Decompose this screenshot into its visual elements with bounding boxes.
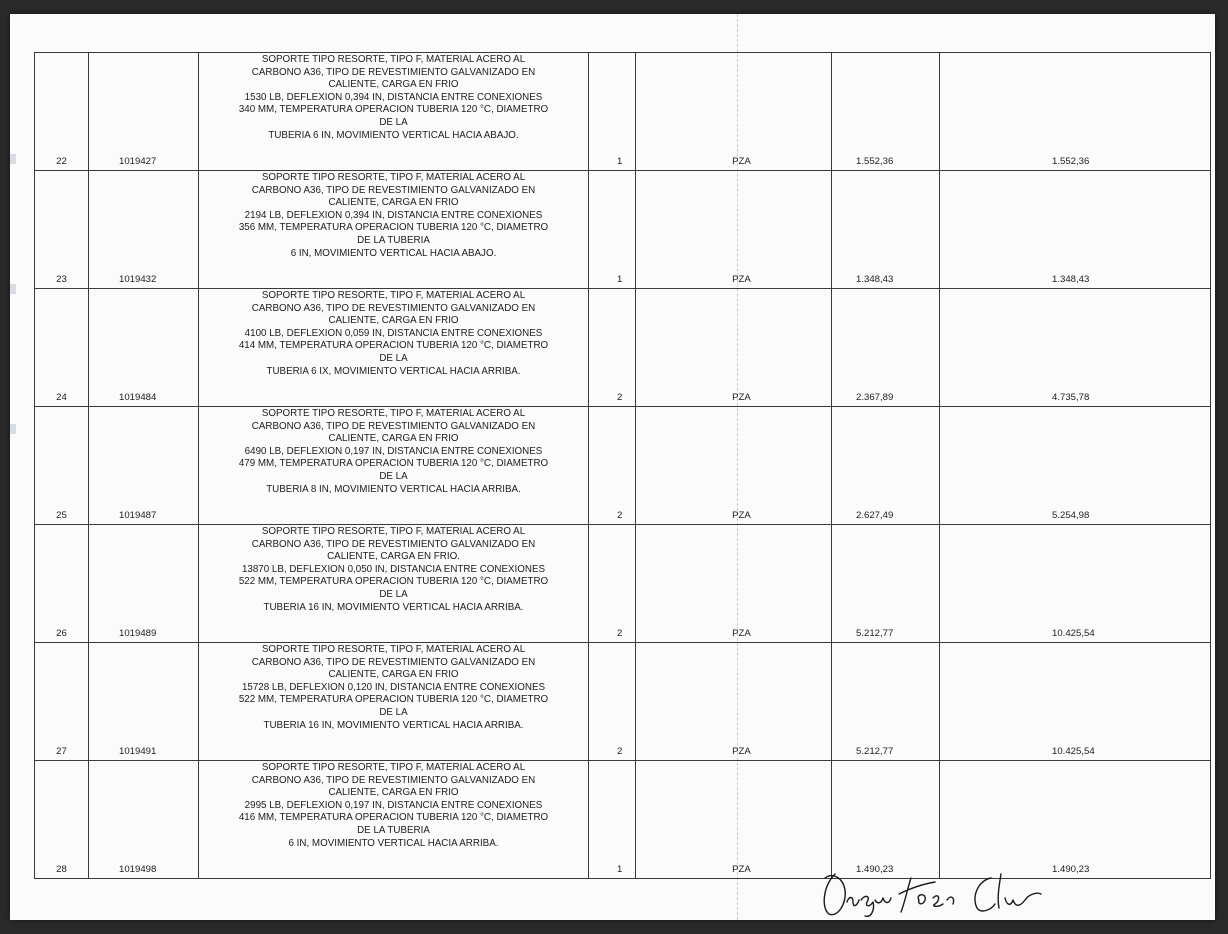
- item-unit-price: 1.348,43: [832, 171, 940, 289]
- item-unit-price: 5.212,77: [832, 525, 940, 643]
- item-total: 5.254,98: [940, 407, 1211, 525]
- item-unit: PZA: [636, 643, 832, 761]
- item-code: 1019487: [89, 407, 199, 525]
- item-quantity: 1: [589, 53, 636, 171]
- table-row: [35, 407, 1211, 525]
- item-unit: PZA: [636, 171, 832, 289]
- item-description: SOPORTE TIPO RESORTE, TIPO F, MATERIAL ACERO AL CARBONO A36, TIPO DE REVESTIMIENTO GALVANIZADO EN CALIENTE, CARGA EN FRIO 1530 LB, DEFLEXION 0,394 IN, DISTANCIA ENTRE CONEXIONES 340 MM, TEMPERATURA OPERACION TUBERIA 120 °C, DIAMETRO DE LA TUBERIA 6 IN, MOVIMIENTO VERTICAL HACIA ABAJO.: [199, 53, 589, 171]
- item-quantity: 2: [589, 407, 636, 525]
- item-total: 1.490,23: [940, 761, 1211, 879]
- item-description: SOPORTE TIPO RESORTE, TIPO F, MATERIAL ACERO AL CARBONO A36, TIPO DE REVESTIMIENTO GALVANIZADO EN CALIENTE, CARGA EN FRIO 15728 LB, DEFLEXION 0,120 IN, DISTANCIA ENTRE CONEXIONES 522 MM, TEMPERATURA OPERACION TUBERIA 120 °C, DIAMETRO DE LA TUBERIA 16 IN, MOVIMIENTO VERTICAL HACIA ARRIBA.: [199, 643, 589, 761]
- item-quantity: 2: [589, 289, 636, 407]
- item-number: 26: [35, 525, 89, 643]
- item-total: 10.425,54: [940, 525, 1211, 643]
- item-total: 1.552,36: [940, 53, 1211, 171]
- table-row: [35, 525, 1211, 643]
- item-unit: PZA: [636, 525, 832, 643]
- item-code: 1019484: [89, 289, 199, 407]
- edge-mark: [10, 284, 16, 294]
- item-unit: PZA: [636, 407, 832, 525]
- document-page: [10, 14, 1215, 920]
- item-number: 24: [35, 289, 89, 407]
- item-unit-price: 2.367,89: [832, 289, 940, 407]
- table-row: [35, 53, 1211, 171]
- item-description: SOPORTE TIPO RESORTE, TIPO F, MATERIAL ACERO AL CARBONO A36, TIPO DE REVESTIMIENTO GALVANIZADO EN CALIENTE, CARGA EN FRIO 4100 LB, DEFLEXION 0,059 IN, DISTANCIA ENTRE CONEXIONES 414 MM, TEMPERATURA OPERACION TUBERIA 120 °C, DIAMETRO DE LA TUBERIA 6 IX, MOVIMIENTO VERTICAL HACIA ARRIBA.: [199, 289, 589, 407]
- item-total: 4.735,78: [940, 289, 1211, 407]
- edge-mark: [10, 154, 16, 164]
- item-unit: PZA: [636, 761, 832, 879]
- item-code: 1019427: [89, 53, 199, 171]
- item-quantity: 2: [589, 525, 636, 643]
- item-unit-price: 5.212,77: [832, 643, 940, 761]
- item-unit-price: 2.627,49: [832, 407, 940, 525]
- item-code: 1019432: [89, 171, 199, 289]
- item-quantity: 1: [589, 761, 636, 879]
- item-description: SOPORTE TIPO RESORTE, TIPO F, MATERIAL ACERO AL CARBONO A36, TIPO DE REVESTIMIENTO GALVANIZADO EN CALIENTE, CARGA EN FRIO. 13870 LB, DEFLEXION 0,050 IN, DISTANCIA ENTRE CONEXIONES 522 MM, TEMPERATURA OPERACION TUBERIA 120 °C, DIAMETRO DE LA TUBERIA 16 IN, MOVIMIENTO VERTICAL HACIA ARRIBA.: [199, 525, 589, 643]
- table-row: [35, 171, 1211, 289]
- item-quantity: 2: [589, 643, 636, 761]
- item-quantity: 1: [589, 171, 636, 289]
- table-row: [35, 289, 1211, 407]
- item-number: 25: [35, 407, 89, 525]
- item-total: 10.425,54: [940, 643, 1211, 761]
- item-number: 23: [35, 171, 89, 289]
- table-row: [35, 761, 1211, 879]
- item-number: 22: [35, 53, 89, 171]
- item-code: 1019498: [89, 761, 199, 879]
- item-total: 1.348,43: [940, 171, 1211, 289]
- item-unit-price: 1.552,36: [832, 53, 940, 171]
- item-code: 1019491: [89, 643, 199, 761]
- item-code: 1019489: [89, 525, 199, 643]
- item-number: 27: [35, 643, 89, 761]
- item-unit: PZA: [636, 53, 832, 171]
- item-unit: PZA: [636, 289, 832, 407]
- item-unit-price: 1.490,23: [832, 761, 940, 879]
- item-number: 28: [35, 761, 89, 879]
- edge-mark: [10, 424, 16, 434]
- item-description: SOPORTE TIPO RESORTE, TIPO F, MATERIAL ACERO AL CARBONO A36, TIPO DE REVESTIMIENTO GALVANIZADO EN CALIENTE, CARGA EN FRIO 6490 LB, DEFLEXION 0,197 IN, DISTANCIA ENTRE CONEXIONES 479 MM, TEMPERATURA OPERACION TUBERIA 120 °C, DIAMETRO DE LA TUBERIA 8 IN, MOVIMIENTO VERTICAL HACIA ARRIBA.: [199, 407, 589, 525]
- item-description: SOPORTE TIPO RESORTE, TIPO F, MATERIAL ACERO AL CARBONO A36, TIPO DE REVESTIMIENTO GALVANIZADO EN CALIENTE, CARGA EN FRIO 2194 LB, DEFLEXION 0,394 IN, DISTANCIA ENTRE CONEXIONES 356 MM, TEMPERATURA OPERACION TUBERIA 120 °C, DIAMETRO DE LA TUBERIA 6 IN, MOVIMIENTO VERTICAL HACIA ABAJO.: [199, 171, 589, 289]
- table-row: [35, 643, 1211, 761]
- item-description: SOPORTE TIPO RESORTE, TIPO F, MATERIAL ACERO AL CARBONO A36, TIPO DE REVESTIMIENTO GALVANIZADO EN CALIENTE, CARGA EN FRIO 2995 LB, DEFLEXION 0,197 IN, DISTANCIA ENTRE CONEXIONES 416 MM, TEMPERATURA OPERACION TUBERIA 120 °C, DIAMETRO DE LA TUBERIA 6 IN, MOVIMIENTO VERTICAL HACIA ARRIBA.: [199, 761, 589, 879]
- handwritten-signature: [815, 864, 1055, 920]
- items-table: [34, 52, 1211, 879]
